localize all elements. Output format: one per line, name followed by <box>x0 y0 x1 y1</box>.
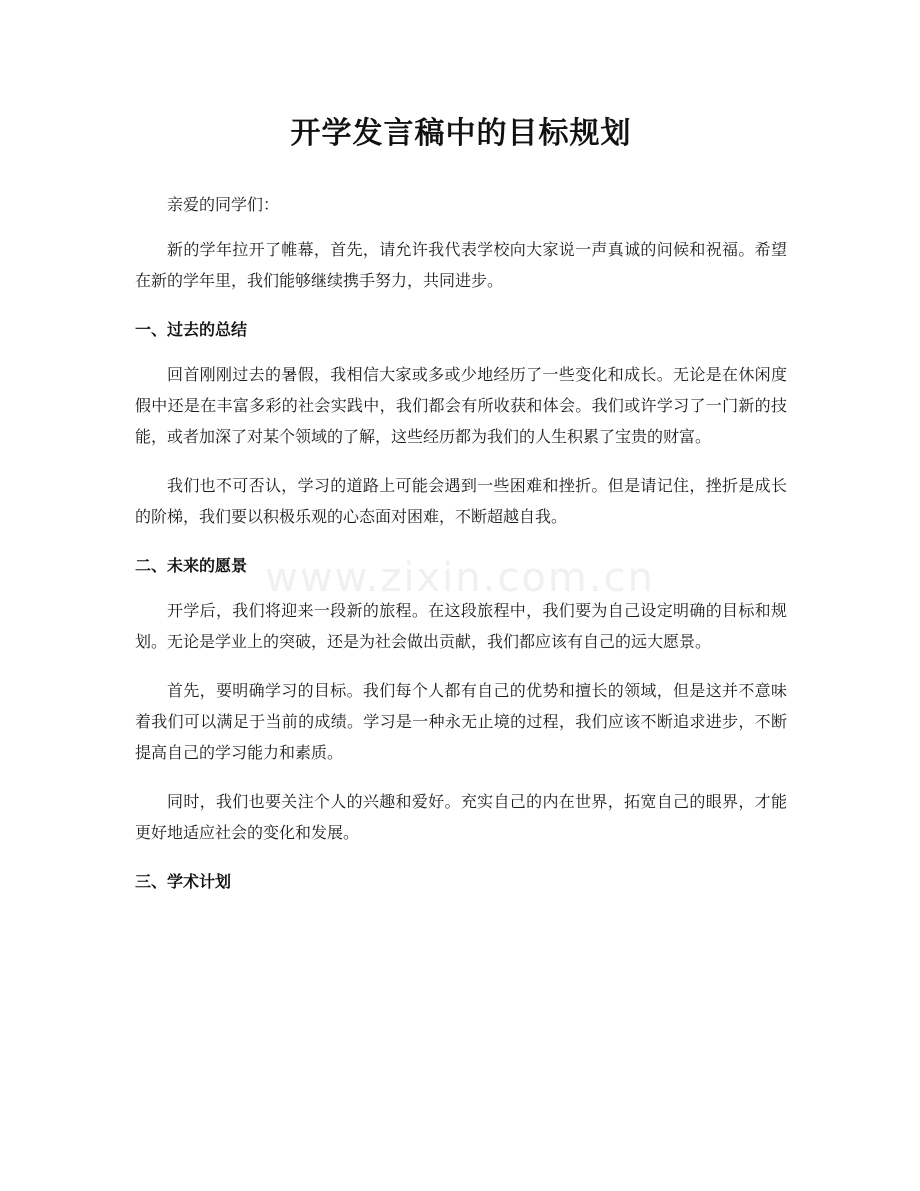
section-heading-summary: 一、过去的总结 <box>135 320 248 339</box>
intro-paragraph: 新的学年拉开了帷幕，首先，请允许我代表学校向大家说一声真诚的问候和祝福。希望在新的学年里，我们能够继续携手努力，共同进步。 <box>135 240 787 290</box>
section-heading-vision: 二、未来的愿景 <box>135 556 248 575</box>
paragraph: 首先，要明确学习的目标。我们每个人都有自己的优势和擅长的领域，但是这并不意味着我们可以满足于当前的成绩。学习是一种永无止境的过程，我们应该不断追求进步，不断提高自己的学习能力和素质。 <box>135 681 787 762</box>
paragraph: 开学后，我们将迎来一段新的旅程。在这段旅程中，我们要为自己设定明确的目标和规划。无论是学业上的突破，还是为社会做出贡献，我们都应该有自己的远大愿景。 <box>135 601 787 651</box>
paragraph: 回首刚刚过去的暑假，我相信大家或多或少地经历了一些变化和成长。无论是在休闲度假中还是在丰富多彩的社会实践中，我们都会有所收获和体会。我们或许学习了一门新的技能，或者加深了对某个领域的了解，这些经历都为我们的人生积累了宝贵的财富。 <box>135 365 787 446</box>
document-content <box>135 110 787 911</box>
greeting: 亲爱的同学们： <box>167 195 280 214</box>
section-heading-academic-plan: 三、学术计划 <box>135 872 232 891</box>
document-title: 开学发言稿中的目标规划 <box>290 116 632 151</box>
paragraph: 我们也不可否认，学习的道路上可能会遇到一些困难和挫折。但是请记住，挫折是成长的阶梯，我们要以积极乐观的心态面对困难，不断超越自我。 <box>135 476 787 526</box>
watermark: www.zixin.com.cn <box>265 555 655 601</box>
paragraph: 同时，我们也要关注个人的兴趣和爱好。充实自己的内在世界，拓宽自己的眼界，才能更好地适应社会的变化和发展。 <box>135 792 787 842</box>
